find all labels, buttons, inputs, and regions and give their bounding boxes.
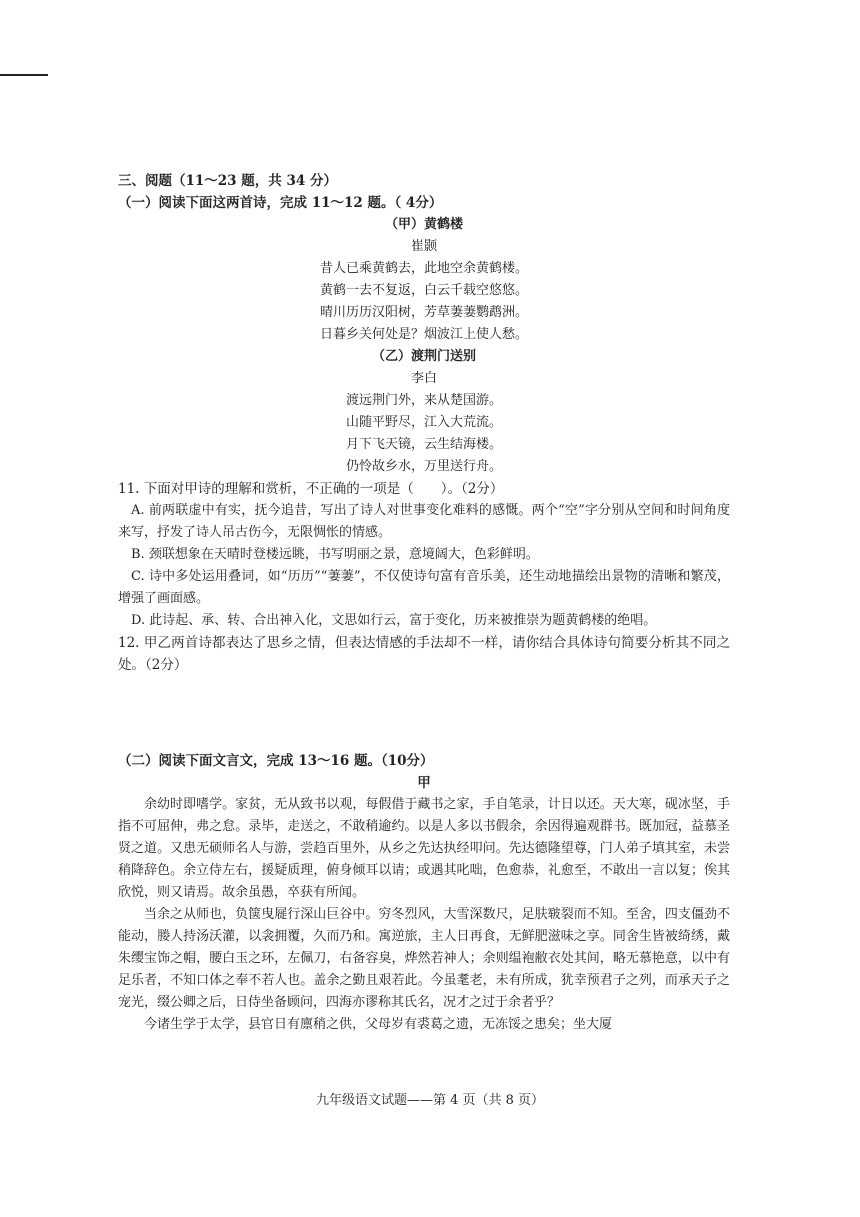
question-11-stem: 11. 下面对甲诗的理解和赏析，不正确的一项是（ ）。（2分） bbox=[118, 481, 504, 497]
poem-b bbox=[118, 346, 730, 478]
poem-line: 日暮乡关何处是？烟波江上使人愁。 bbox=[319, 327, 528, 342]
classical-passage bbox=[118, 794, 730, 1036]
poem-line: 山随平野尽，江入大荒流。 bbox=[345, 415, 502, 430]
passage-paragraph: 当余之从师也，负箧曳屣行深山巨谷中。穷冬烈风，大雪深数尺，足肤皲裂而不知。至舍，四支僵劲不能动，媵人持汤沃灌，以衾拥覆，久而乃和。寓逆旅，主人日再食，无鲜肥滋味之享。同舍生皆被绮绣，戴朱缨宝饰之帽，腰白玉之环，左佩刀，右备容臭，烨然若神人；余则缊袍敝衣处其间，略无慕艳意，以中有足乐者，不知口体之奉不若人也。盖余之勤且艰若此。今虽耄老，未有所成，犹幸预君子之列，而承天子之宠光，缀公卿之后，日侍坐备顾问，四海亦谬称其氏名，况才之过于余者乎？ bbox=[118, 907, 730, 1010]
poem-a-title: （甲）黄鹤楼 bbox=[384, 217, 463, 232]
page-content bbox=[118, 170, 730, 1036]
question-12-stem: 12. 甲乙两首诗都表达了思乡之情，但表达情感的手法却不一样，请你结合具体诗句简要分析其不同之处。（2分） bbox=[118, 635, 730, 673]
text-a-label: 甲 bbox=[417, 775, 431, 791]
question-11-option-a: A. 前两联虚中有实，抚今追昔，写出了诗人对世事变化难料的感慨。两个“空”字分别从空间和时间角度来写，抒发了诗人吊古伤今，无限惆怅的情感。 bbox=[118, 503, 730, 540]
poem-line: 昔人已乘黄鹤去，此地空余黄鹤楼。 bbox=[319, 261, 528, 276]
poem-line: 渡远荆门外，来从楚国游。 bbox=[345, 393, 502, 408]
passage-paragraph: 余幼时即嗜学。家贫，无从致书以观，每假借于藏书之家，手自笔录，计日以还。天大寒，砚冰坚，手指不可屈伸，弗之怠。录毕，走送之，不敢稍逾约。以是人多以书假余，余因得遍观群书。既加冠，益慕圣贤之道。又患无硕师名人与游，尝趋百里外，从乡之先达执经叩问。先达德隆望尊，门人弟子填其室，未尝稍降辞色。余立侍左右，援疑质理，俯身倾耳以请；或遇其叱咄，色愈恭，礼愈至，不敢出一言以复；俟其欣悦，则又请焉。故余虽愚，卒获有所闻。 bbox=[118, 797, 730, 900]
question-11-option-b: B. 颈联想象在天晴时登楼远眺，书写明丽之景，意境阔大，色彩鲜明。 bbox=[131, 547, 539, 562]
passage-paragraph: 今诸生学于太学，县官日有廪稍之供，父母岁有裘葛之遗，无冻馁之患矣；坐大厦 bbox=[144, 1017, 613, 1032]
poem-line: 晴川历历汉阳树，芳草萋萋鹦鹉洲。 bbox=[319, 305, 528, 320]
question-11-option-d: D. 此诗起、承、转、合出神入化，文思如行云，富于变化，历来被推崇为题黄鹤楼的绝唱。 bbox=[131, 613, 657, 628]
question-11-option-c: C. 诗中多处运用叠词，如“历历”“萋萋”，不仅使诗句富有音乐美，还生动地描绘出景物的清晰和繁茂，增强了画面感。 bbox=[118, 569, 730, 606]
corner-rule bbox=[0, 74, 48, 76]
answer-space bbox=[118, 676, 730, 750]
poem-b-author: 李白 bbox=[410, 371, 437, 386]
poem-b-title: （乙）渡荆门送别 bbox=[371, 349, 476, 364]
poem-line: 月下飞天镜，云生结海楼。 bbox=[345, 437, 502, 452]
poem-line: 黄鹤一去不复返，白云千载空悠悠。 bbox=[319, 283, 528, 298]
poem-a bbox=[118, 214, 730, 346]
page-footer: 九年级语文试题——第 4 页（共 8 页） bbox=[315, 1093, 545, 1108]
part1-heading: （一）阅读下面这两首诗，完成 11～12 题。（ 4分） bbox=[118, 195, 443, 211]
section-heading: 三、阅题（11～23 题，共 34 分） bbox=[118, 173, 337, 189]
part2-heading: （二）阅读下面文言文，完成 13～16 题。（10分） bbox=[118, 753, 434, 769]
poem-line: 仍怜故乡水，万里送行舟。 bbox=[345, 459, 502, 474]
poem-a-author: 崔颢 bbox=[410, 239, 437, 254]
